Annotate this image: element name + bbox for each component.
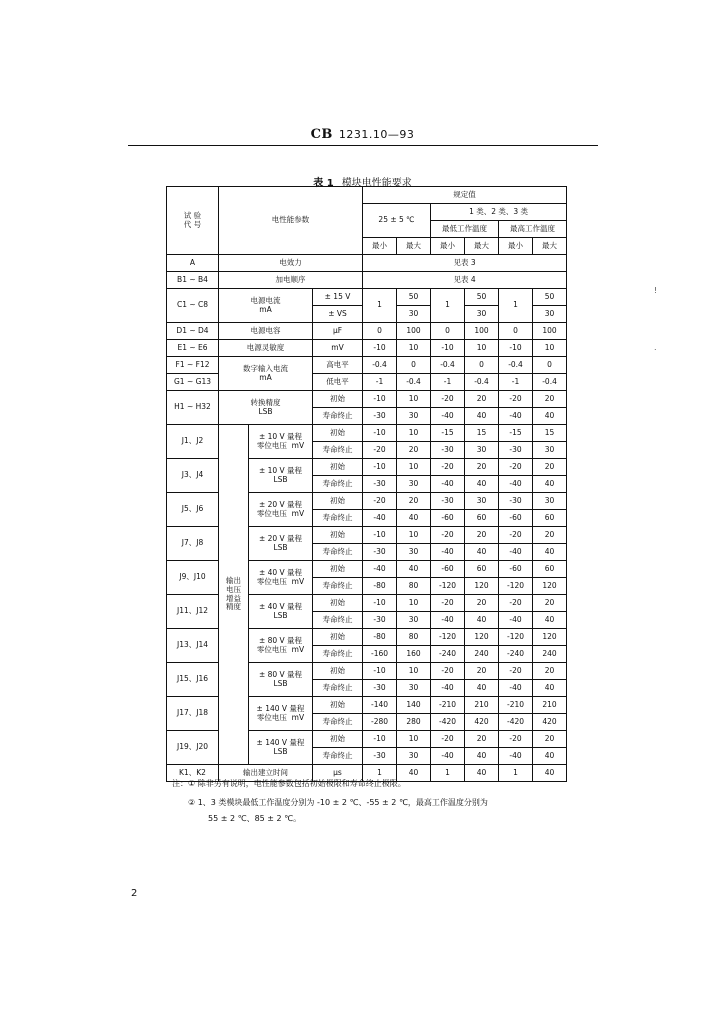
cell: -40 xyxy=(499,544,533,561)
cell: -0.4 xyxy=(499,357,533,374)
cell: -1 xyxy=(431,374,465,391)
cell: 40 xyxy=(465,544,499,561)
sub-initial: 初始 xyxy=(313,459,363,476)
code-g: G1 ~ G13 xyxy=(167,374,219,391)
cell: 80 xyxy=(397,629,431,646)
cell: 40 xyxy=(533,680,567,697)
cell: 30 xyxy=(465,442,499,459)
code-j: J3、J4 xyxy=(167,459,219,493)
cell: 20 xyxy=(465,663,499,680)
cell: 100 xyxy=(397,323,431,340)
param-j: ± 140 V 量程 LSB xyxy=(249,731,313,765)
param-b: 加电顺序 xyxy=(219,272,363,289)
cell: -10 xyxy=(363,425,397,442)
cell: -420 xyxy=(431,714,465,731)
standard-prefix: CB xyxy=(310,127,333,142)
cell: -20 xyxy=(431,731,465,748)
cell: -40 xyxy=(499,408,533,425)
code-f: F1 ~ F12 xyxy=(167,357,219,374)
param-c: 电源电流 mA xyxy=(219,289,313,323)
sub-end-of-life: 寿命终止 xyxy=(313,646,363,663)
unit-d: μF xyxy=(313,323,363,340)
cell: -120 xyxy=(431,578,465,595)
cell: -40 xyxy=(499,612,533,629)
group-output-voltage-gain: 输出 电压 增益 精度 xyxy=(219,425,249,765)
cell: -40 xyxy=(431,544,465,561)
sub-h1: 初始 xyxy=(313,391,363,408)
cell: -20 xyxy=(363,493,397,510)
cell: 100 xyxy=(465,323,499,340)
code-j: J11、J12 xyxy=(167,595,219,629)
cell: 60 xyxy=(533,510,567,527)
cell: 60 xyxy=(465,561,499,578)
cell: 10 xyxy=(397,595,431,612)
cell: -30 xyxy=(363,612,397,629)
cell: -10 xyxy=(431,340,465,357)
cell: 280 xyxy=(397,714,431,731)
sub-initial: 初始 xyxy=(313,561,363,578)
cell: -10 xyxy=(363,391,397,408)
param-j: ± 20 V 量程 零位电压 mV xyxy=(249,493,313,527)
cell: -40 xyxy=(431,680,465,697)
cell: -60 xyxy=(499,510,533,527)
cell: -210 xyxy=(499,697,533,714)
cell: 30 xyxy=(533,442,567,459)
cell: 100 xyxy=(533,323,567,340)
cell: 30 xyxy=(397,476,431,493)
cell: -10 xyxy=(363,663,397,680)
cell: -30 xyxy=(363,748,397,765)
cell: 0 xyxy=(431,323,465,340)
param-j: ± 40 V 量程 零位电压 mV xyxy=(249,561,313,595)
cell: 0 xyxy=(465,357,499,374)
cell: 420 xyxy=(465,714,499,731)
code-j: J5、J6 xyxy=(167,493,219,527)
cell: 1 xyxy=(499,765,533,782)
cell: 60 xyxy=(465,510,499,527)
sub-end-of-life: 寿命终止 xyxy=(313,748,363,765)
cell: -210 xyxy=(431,697,465,714)
cell: -40 xyxy=(363,510,397,527)
sub-initial: 初始 xyxy=(313,697,363,714)
cell: 1 xyxy=(431,765,465,782)
cell: -120 xyxy=(499,629,533,646)
cell: 120 xyxy=(533,629,567,646)
cell: 20 xyxy=(465,459,499,476)
sub-g: 低电平 xyxy=(313,374,363,391)
header-rule xyxy=(128,145,598,146)
unit-k: μs xyxy=(313,765,363,782)
cell: 20 xyxy=(397,493,431,510)
cell: -40 xyxy=(431,612,465,629)
cell: -20 xyxy=(499,595,533,612)
cell: -20 xyxy=(431,527,465,544)
head-high-temp: 最高工作温度 xyxy=(499,221,567,238)
code-j: J7、J8 xyxy=(167,527,219,561)
cell: 50 xyxy=(533,289,567,306)
cell: 40 xyxy=(465,408,499,425)
param-e: 电源灵敏度 xyxy=(219,340,313,357)
cell: -10 xyxy=(363,595,397,612)
cell: -20 xyxy=(499,391,533,408)
cell: 20 xyxy=(533,731,567,748)
param-j: ± 10 V 量程 零位电压 mV xyxy=(249,425,313,459)
cell: -0.4 xyxy=(397,374,431,391)
code-k: K1、K2 xyxy=(167,765,219,782)
cell: 30 xyxy=(533,493,567,510)
cell: 30 xyxy=(397,680,431,697)
head-class: 1 类、2 类、3 类 xyxy=(431,204,567,221)
cell: 0 xyxy=(397,357,431,374)
electrical-performance-table xyxy=(166,186,567,782)
cell: 30 xyxy=(397,544,431,561)
cell: -20 xyxy=(431,391,465,408)
cell: -20 xyxy=(431,663,465,680)
cell: 10 xyxy=(465,340,499,357)
cell: 50 xyxy=(397,289,431,306)
cell: -0.4 xyxy=(533,374,567,391)
cell: 20 xyxy=(533,527,567,544)
note-3: 55 ± 2 ℃、85 ± 2 ℃。 xyxy=(208,814,302,823)
sub-initial: 初始 xyxy=(313,527,363,544)
sub-end-of-life: 寿命终止 xyxy=(313,612,363,629)
cell: -140 xyxy=(363,697,397,714)
param-j: ± 40 V 量程 LSB xyxy=(249,595,313,629)
cell: -240 xyxy=(431,646,465,663)
code-d: D1 ~ D4 xyxy=(167,323,219,340)
cell: 20 xyxy=(533,391,567,408)
cell: -0.4 xyxy=(431,357,465,374)
cell: -40 xyxy=(499,680,533,697)
table-label: 表 1 xyxy=(313,178,334,189)
cell: -80 xyxy=(363,578,397,595)
cell: -20 xyxy=(499,731,533,748)
cell: -1 xyxy=(499,374,533,391)
cell: -240 xyxy=(499,646,533,663)
head-test-code: 试 验 代 号 xyxy=(167,187,219,255)
cell: -30 xyxy=(499,493,533,510)
cell: 30 xyxy=(465,306,499,323)
cell: 40 xyxy=(533,612,567,629)
cell: 40 xyxy=(533,476,567,493)
sub-initial: 初始 xyxy=(313,731,363,748)
code-h: H1 ~ H32 xyxy=(167,391,219,425)
cell: 30 xyxy=(465,493,499,510)
cell: 30 xyxy=(533,306,567,323)
sub-initial: 初始 xyxy=(313,595,363,612)
cell: -60 xyxy=(431,561,465,578)
cell: 60 xyxy=(533,561,567,578)
head-max: 最大 xyxy=(397,238,431,255)
cell: 240 xyxy=(465,646,499,663)
cell: 420 xyxy=(533,714,567,731)
cell: -0.4 xyxy=(363,357,397,374)
sub-c1: ± 15 V xyxy=(313,289,363,306)
cell: 120 xyxy=(465,578,499,595)
cell: 40 xyxy=(533,748,567,765)
cell: 15 xyxy=(533,425,567,442)
code-a: A xyxy=(167,255,219,272)
cell: 40 xyxy=(465,680,499,697)
page-header xyxy=(0,127,725,142)
cell: -10 xyxy=(363,731,397,748)
cell: 10 xyxy=(397,425,431,442)
cell: -40 xyxy=(431,408,465,425)
cell: -10 xyxy=(499,340,533,357)
cell: 210 xyxy=(533,697,567,714)
cell: -280 xyxy=(363,714,397,731)
sub-end-of-life: 寿命终止 xyxy=(313,476,363,493)
cell: 20 xyxy=(465,527,499,544)
code-j: J17、J18 xyxy=(167,697,219,731)
cell: -30 xyxy=(363,680,397,697)
code-j: J9、J10 xyxy=(167,561,219,595)
head-min: 最小 xyxy=(363,238,397,255)
cell: -20 xyxy=(363,442,397,459)
cell: -10 xyxy=(363,527,397,544)
cell: -40 xyxy=(363,561,397,578)
cell: 80 xyxy=(397,578,431,595)
cell: -40 xyxy=(431,748,465,765)
cell: -40 xyxy=(499,748,533,765)
cell: 20 xyxy=(533,595,567,612)
sub-end-of-life: 寿命终止 xyxy=(313,578,363,595)
sub-end-of-life: 寿命终止 xyxy=(313,544,363,561)
cell: 40 xyxy=(465,765,499,782)
cell: -20 xyxy=(499,459,533,476)
cell: -160 xyxy=(363,646,397,663)
head-low-temp: 最低工作温度 xyxy=(431,221,499,238)
cell: 140 xyxy=(397,697,431,714)
cell: -15 xyxy=(431,425,465,442)
sub-initial: 初始 xyxy=(313,663,363,680)
cell: -120 xyxy=(431,629,465,646)
sub-initial: 初始 xyxy=(313,425,363,442)
param-j: ± 80 V 量程 零位电压 mV xyxy=(249,629,313,663)
cell: 30 xyxy=(397,748,431,765)
cell: -0.4 xyxy=(465,374,499,391)
cell: -20 xyxy=(499,527,533,544)
cell: 20 xyxy=(465,731,499,748)
cell: -40 xyxy=(431,476,465,493)
note-2: ② 1、3 类模块最低工作温度分别为 -10 ± 2 ℃、-55 ± 2 ℃，最高工作温度分别为 xyxy=(188,798,488,807)
cell: -30 xyxy=(499,442,533,459)
cell: 40 xyxy=(465,476,499,493)
sub-end-of-life: 寿命终止 xyxy=(313,680,363,697)
cell: -30 xyxy=(363,544,397,561)
cell: -30 xyxy=(363,476,397,493)
param-d: 电源电容 xyxy=(219,323,313,340)
param-k: 输出建立时间 xyxy=(219,765,313,782)
cell: 1 xyxy=(499,289,533,323)
cell: 10 xyxy=(397,731,431,748)
cell: 20 xyxy=(465,595,499,612)
cell: 20 xyxy=(397,442,431,459)
cell: 20 xyxy=(465,391,499,408)
cell: 10 xyxy=(397,663,431,680)
param-j: ± 80 V 量程 LSB xyxy=(249,663,313,697)
cell: 30 xyxy=(397,408,431,425)
param-a: 电效力 xyxy=(219,255,363,272)
page-number: 2 xyxy=(131,888,138,899)
cell: 40 xyxy=(465,748,499,765)
code-j: J15、J16 xyxy=(167,663,219,697)
cell: 0 xyxy=(363,323,397,340)
cell: 0 xyxy=(499,323,533,340)
cell: 160 xyxy=(397,646,431,663)
sub-f: 高电平 xyxy=(313,357,363,374)
cell: 40 xyxy=(397,510,431,527)
cell: 0 xyxy=(533,357,567,374)
code-c: C1 ~ C8 xyxy=(167,289,219,323)
param-j: ± 10 V 量程 LSB xyxy=(249,459,313,493)
unit-e: mV xyxy=(313,340,363,357)
param-f: 数字输入电流 mA xyxy=(219,357,313,391)
cell: 20 xyxy=(533,663,567,680)
cell: 40 xyxy=(397,765,431,782)
cell: -420 xyxy=(499,714,533,731)
cell: 240 xyxy=(533,646,567,663)
cell: 10 xyxy=(397,391,431,408)
cell: -1 xyxy=(363,374,397,391)
cell: -20 xyxy=(431,459,465,476)
cell: 30 xyxy=(397,306,431,323)
cell: 10 xyxy=(533,340,567,357)
cell: 1 xyxy=(363,289,397,323)
param-j: ± 20 V 量程 LSB xyxy=(249,527,313,561)
sub-end-of-life: 寿命终止 xyxy=(313,714,363,731)
head-min: 最小 xyxy=(431,238,465,255)
code-b: B1 ~ B4 xyxy=(167,272,219,289)
value-b: 见表 4 xyxy=(363,272,567,289)
cell: 40 xyxy=(397,561,431,578)
cell: -10 xyxy=(363,459,397,476)
cell: 10 xyxy=(397,527,431,544)
cell: 1 xyxy=(431,289,465,323)
code-j: J19、J20 xyxy=(167,731,219,765)
head-max: 最大 xyxy=(533,238,567,255)
cell: 15 xyxy=(465,425,499,442)
head-max: 最大 xyxy=(465,238,499,255)
cell: -40 xyxy=(499,476,533,493)
head-temp25: 25 ± 5 ℃ xyxy=(363,204,431,238)
cell: 1 xyxy=(363,765,397,782)
cell: 50 xyxy=(465,289,499,306)
code-j: J13、J14 xyxy=(167,629,219,663)
sub-end-of-life: 寿命终止 xyxy=(313,442,363,459)
code-j: J1、J2 xyxy=(167,425,219,459)
cell: -30 xyxy=(363,408,397,425)
note-1: 注：① 除非另有说明，电性能参数包括初始极限和寿命终止极限。 xyxy=(172,779,406,788)
cell: 40 xyxy=(465,612,499,629)
cell: 40 xyxy=(533,408,567,425)
cell: -60 xyxy=(499,561,533,578)
sub-h2: 寿命终止 xyxy=(313,408,363,425)
cell: -10 xyxy=(363,340,397,357)
sub-initial: 初始 xyxy=(313,629,363,646)
cell: 10 xyxy=(397,340,431,357)
cell: -30 xyxy=(431,442,465,459)
code-e: E1 ~ E6 xyxy=(167,340,219,357)
table-title: 模块电性能要求 xyxy=(341,178,412,189)
head-specified: 规定值 xyxy=(363,187,567,204)
cell: 30 xyxy=(397,612,431,629)
cell: -60 xyxy=(431,510,465,527)
scan-mark: . xyxy=(654,343,657,352)
value-a: 见表 3 xyxy=(363,255,567,272)
cell: -80 xyxy=(363,629,397,646)
cell: 120 xyxy=(465,629,499,646)
head-min: 最小 xyxy=(499,238,533,255)
cell: -120 xyxy=(499,578,533,595)
cell: 40 xyxy=(533,544,567,561)
scan-mark: ! xyxy=(654,286,658,295)
sub-initial: 初始 xyxy=(313,493,363,510)
cell: 10 xyxy=(397,459,431,476)
cell: -20 xyxy=(499,663,533,680)
sub-end-of-life: 寿命终止 xyxy=(313,510,363,527)
standard-number: 1231.10—93 xyxy=(338,128,415,141)
cell: -30 xyxy=(431,493,465,510)
cell: 40 xyxy=(533,765,567,782)
cell: -20 xyxy=(431,595,465,612)
cell: 120 xyxy=(533,578,567,595)
param-j: ± 140 V 量程 零位电压 mV xyxy=(249,697,313,731)
head-param: 电性能参数 xyxy=(219,187,363,255)
param-h: 转换精度 LSB xyxy=(219,391,313,425)
sub-c2: ± VS xyxy=(313,306,363,323)
cell: -15 xyxy=(499,425,533,442)
cell: 20 xyxy=(533,459,567,476)
cell: 210 xyxy=(465,697,499,714)
